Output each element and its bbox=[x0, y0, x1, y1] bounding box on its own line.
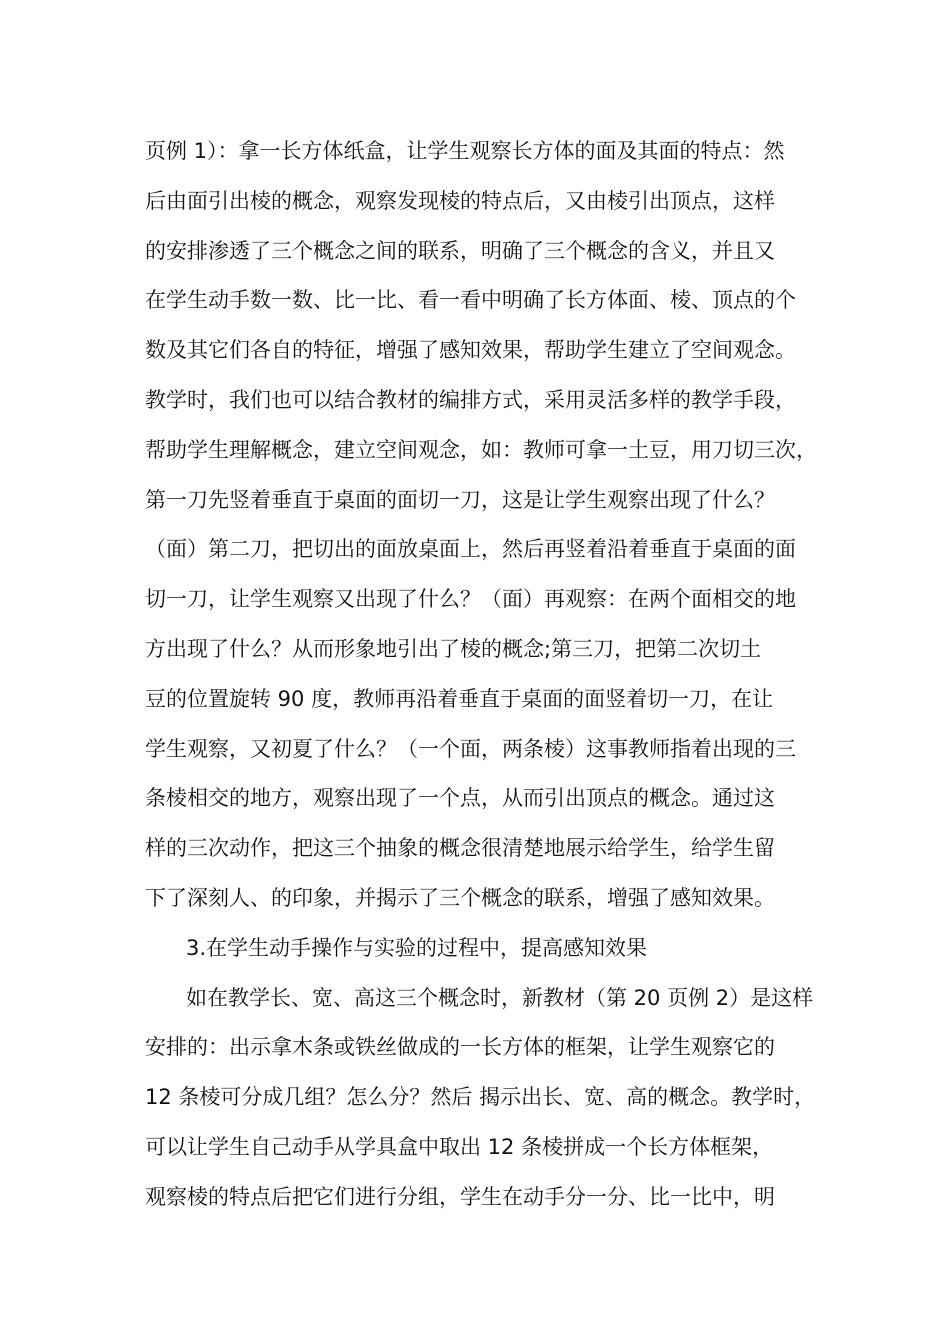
text-line: 可以让学生自己动手从学具盒中取出 12 条棱拼成一个长方体框架， bbox=[145, 1134, 774, 1159]
body-text bbox=[145, 127, 825, 1223]
text-line: 教学时，我们也可以结合教材的编排方式，采用灵活多样的教学手段， bbox=[145, 387, 796, 412]
text-line: 的安排渗透了三个概念之间的联系，明确了三个概念的含义，并且又 bbox=[145, 238, 775, 263]
text-line: 页例 1）：拿一长方体纸盒，让学生观察长方体的面及其面的特点：然 bbox=[145, 139, 785, 163]
text-line: 学生观察，又初夏了什么？（一个面，两条棱）这事教师指着出现的三 bbox=[145, 736, 796, 761]
text-line: 观察棱的特点后把它们进行分组，学生在动手分一分、比一比中，明 bbox=[145, 1184, 775, 1209]
text-line: 3.在学生动手操作与实验的过程中，提高感知效果 bbox=[186, 935, 648, 960]
text-line: 在学生动手数一数、比一比、看一看中明确了长方体面、棱、顶点的个 bbox=[145, 288, 796, 313]
text-line: 下了深刻人、的印象，并揭示了三个概念的联系，增强了感知效果。 bbox=[145, 885, 775, 910]
text-line: 方出现了什么？从而形象地引出了棱的概念;第三刀，把第二次切土 bbox=[145, 636, 762, 661]
text-line: 条棱相交的地方，观察出现了一个点，从而引出顶点的概念。通过这 bbox=[145, 786, 775, 811]
text-line: （面）第二刀，把切出的面放桌面上，然后再竖着沿着垂直于桌面的面 bbox=[145, 537, 796, 562]
text-line: 帮助学生理解概念，建立空间观念，如：教师可拿一土豆，用刀切三次， bbox=[145, 437, 817, 462]
text-line: 12 条棱可分成几组？怎么分？然后 揭示出长、宽、高的概念。教学时， bbox=[145, 1085, 816, 1110]
text-line: 安排的：出示拿木条或铁丝做成的一长方体的框架，让学生观察它的 bbox=[145, 1035, 775, 1060]
text-line: 如在教学长、宽、高这三个概念时，新教材（第 20 页例 2）是这样 bbox=[186, 985, 814, 1010]
text-line: 数及其它们各自的特征，增强了感知效果，帮助学生建立了空间观念。 bbox=[145, 338, 796, 363]
text-line: 样的三次动作，把这三个抽象的概念很清楚地展示给学生，给学生留 bbox=[145, 836, 775, 861]
text-line: 后由面引出棱的概念，观察发现棱的特点后，又由棱引出顶点，这样 bbox=[145, 188, 775, 213]
text-line: 切一刀，让学生观察又出现了什么？（面）再观察：在两个面相交的地 bbox=[145, 587, 796, 612]
text-line: 豆的位置旋转 90 度，教师再沿着垂直于桌面的面竖着切一刀，在让 bbox=[145, 686, 774, 711]
text-line: 第一刀先竖着垂直于桌面的面切一刀，这是让学生观察出现了什么？ bbox=[145, 487, 775, 512]
